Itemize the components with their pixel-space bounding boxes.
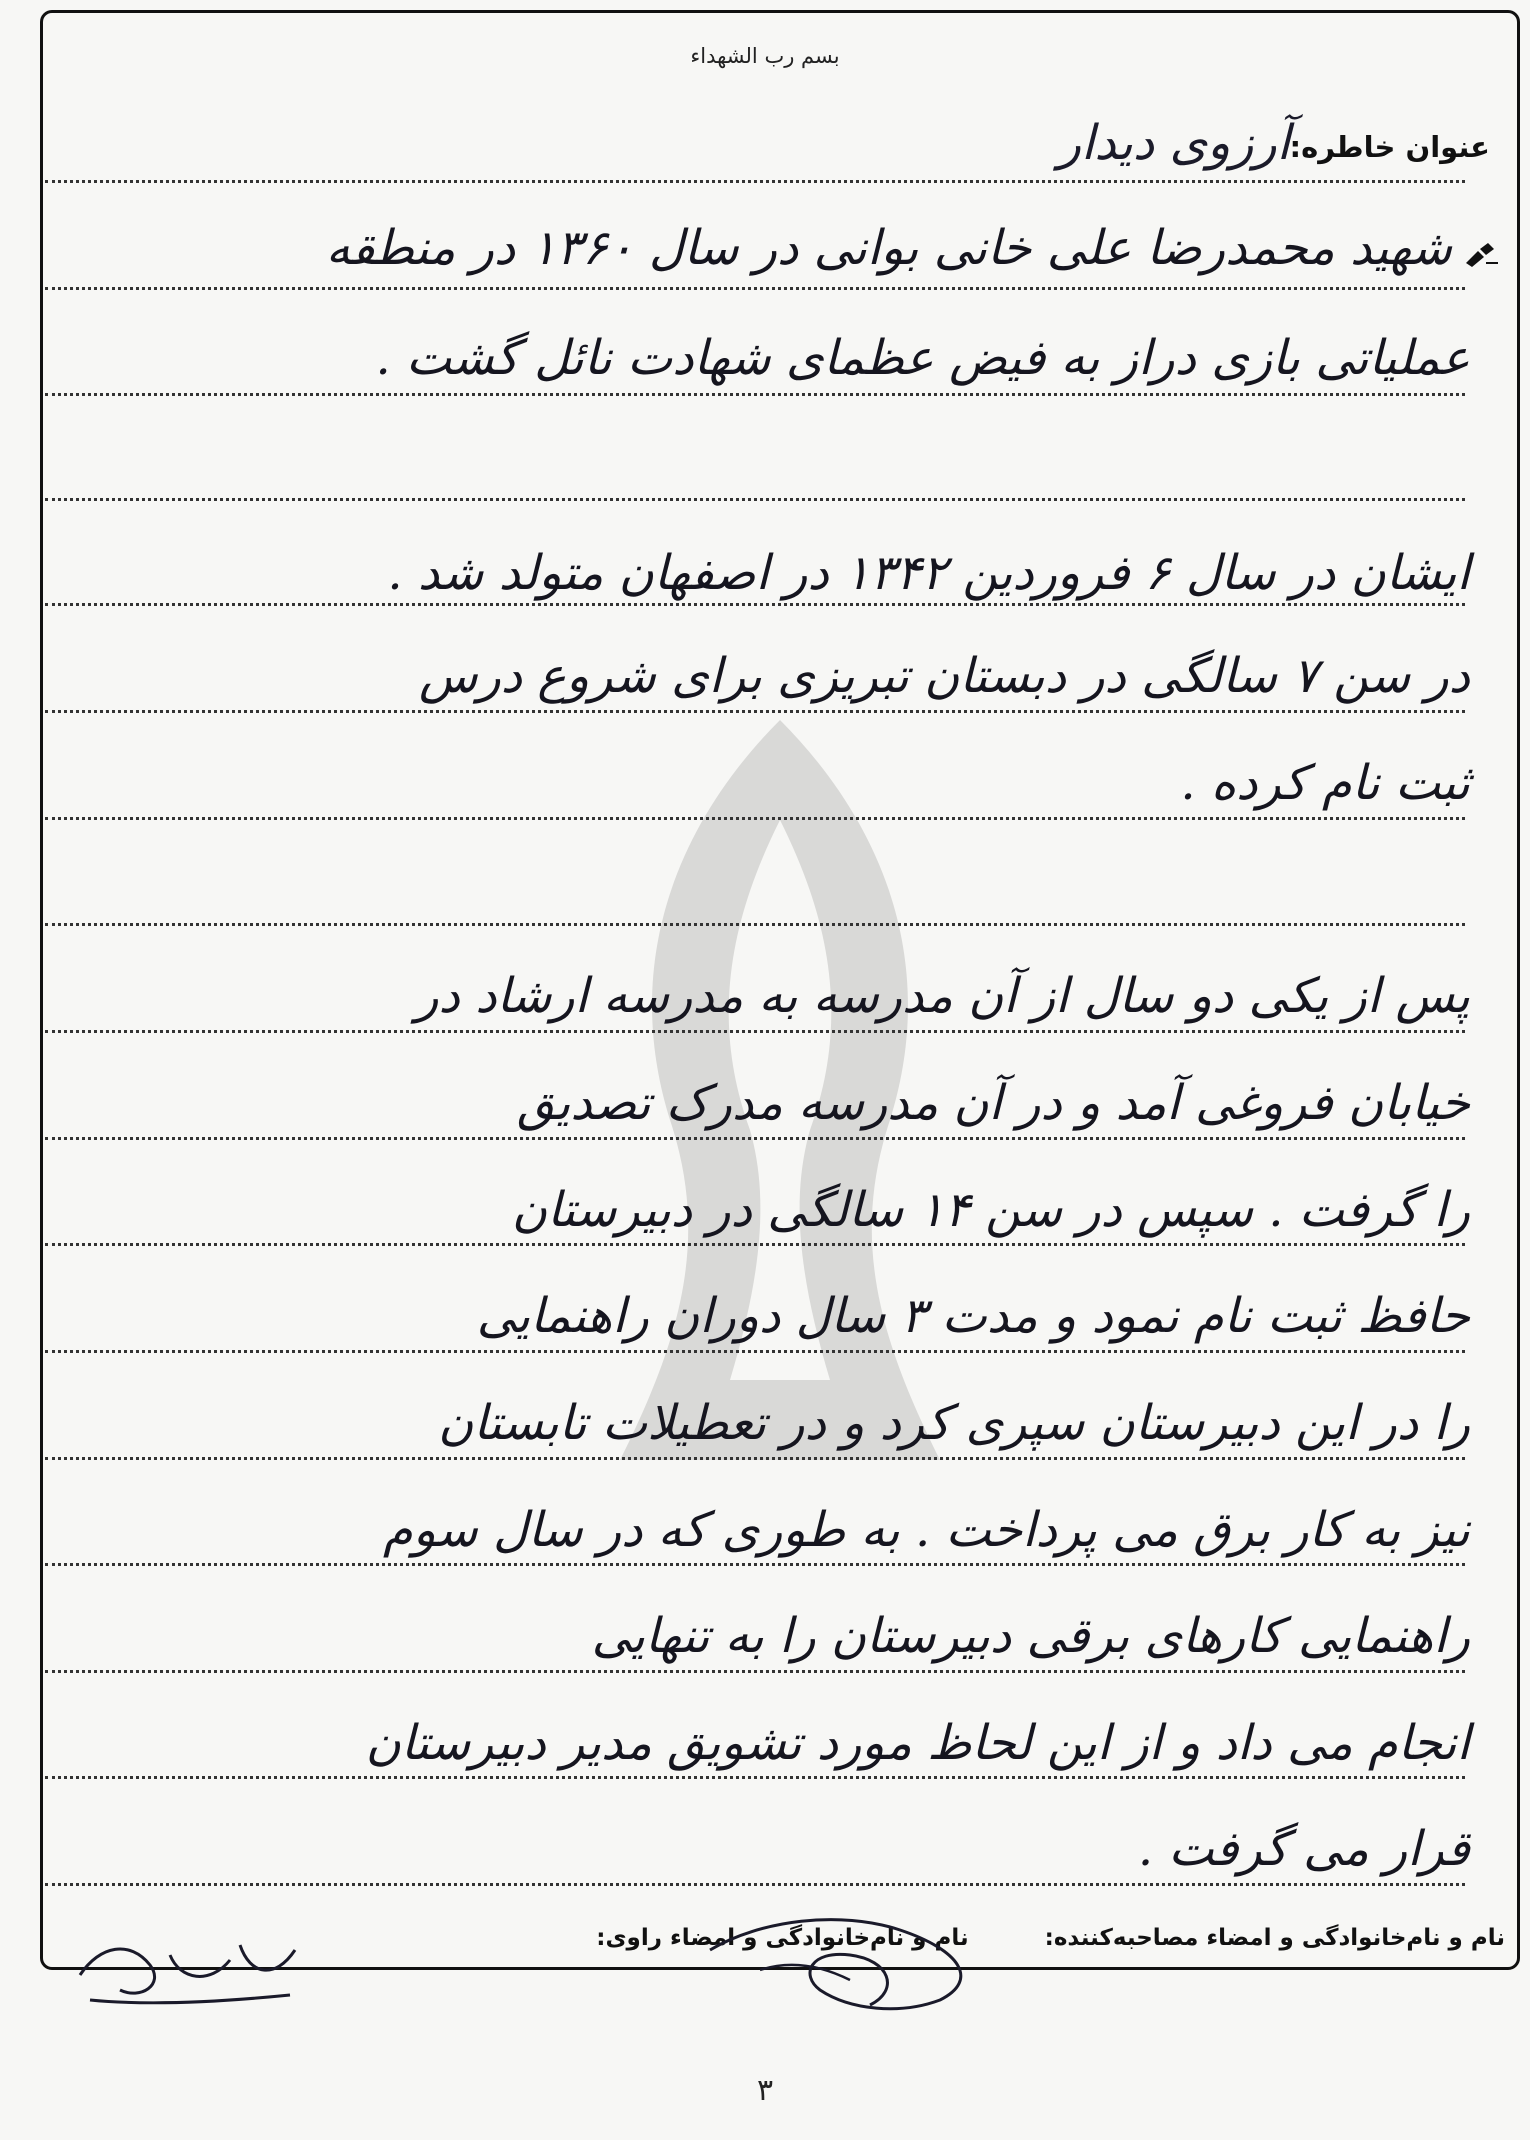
body-line: شهید محمدرضا علی خانی بوانی در سال ۱۳۶۰ در منطقه <box>325 220 1452 276</box>
writing-rule <box>45 180 1465 183</box>
narrator-signature <box>60 1925 310 2010</box>
writing-rule <box>45 1563 1465 1566</box>
writing-rule <box>45 1243 1465 1246</box>
body-line: حافظ ثبت نام نمود و مدت ۳ سال دوران راهنمایی <box>476 1288 1470 1344</box>
body-line: خیابان فروغی آمد و در آن مدرسه مدرک تصدیق <box>516 1075 1470 1131</box>
memoir-title-value: آرزوی دیدار <box>1057 115 1290 171</box>
body-line: انجام می داد و از این لحاظ مورد تشویق مدیر دبیرستان <box>365 1715 1470 1771</box>
body-line: را در این دبیرستان سپری کرد و در تعطیلات تابستان <box>438 1395 1470 1451</box>
basmala-header: بسم رب الشهداء <box>690 44 840 68</box>
interviewer-signature <box>700 1910 1000 2020</box>
writing-rule <box>45 1137 1465 1140</box>
writing-rule <box>45 393 1465 396</box>
body-line: را گرفت . سپس در سن ۱۴ سالگی در دبیرستان <box>511 1182 1470 1238</box>
page-number: ۳ <box>756 2073 774 2108</box>
body-line: ثبت نام کرده . <box>1180 755 1470 811</box>
writing-rule <box>45 1350 1465 1353</box>
writing-rule <box>45 603 1465 606</box>
narrator-label: نام و نام‌خانوادگی و امضاء راوی: <box>596 1925 969 1951</box>
writing-rule <box>45 498 1465 501</box>
writing-rule <box>45 287 1465 290</box>
body-line: قرار می گرفت . <box>1137 1821 1470 1877</box>
interviewer-label: نام و نام‌خانوادگی و امضاء مصاحبه‌کننده: <box>1044 1925 1505 1951</box>
body-line: عملیاتی بازی دراز به فیض عظمای شهادت نائل گشت . <box>375 330 1470 386</box>
writing-rule <box>45 1883 1465 1886</box>
writing-rule <box>45 817 1465 820</box>
body-line: راهنمایی کارهای برقی دبیرستان را به تنهایی <box>591 1608 1470 1664</box>
body-line: پس از یکی دو سال از آن مدرسه به مدرسه ارشاد در <box>415 968 1470 1024</box>
writing-rule <box>45 1670 1465 1673</box>
writing-rule <box>45 1457 1465 1460</box>
writing-rule <box>45 1776 1465 1779</box>
body-line: ایشان در سال ۶ فروردین ۱۳۴۲ در اصفهان متولد شد . <box>387 545 1470 601</box>
body-line: در سن ۷ سالگی در دبستان تبریزی برای شروع درس <box>418 648 1470 704</box>
writing-rule <box>45 710 1465 713</box>
writing-rule <box>45 1030 1465 1033</box>
body-line: نیز به کار برق می پرداخت . به طوری که در سال سوم <box>382 1502 1470 1558</box>
memoir-title-label: عنوان خاطره: <box>1289 130 1490 164</box>
writing-rule <box>45 923 1465 926</box>
pen-icon <box>1464 243 1500 267</box>
